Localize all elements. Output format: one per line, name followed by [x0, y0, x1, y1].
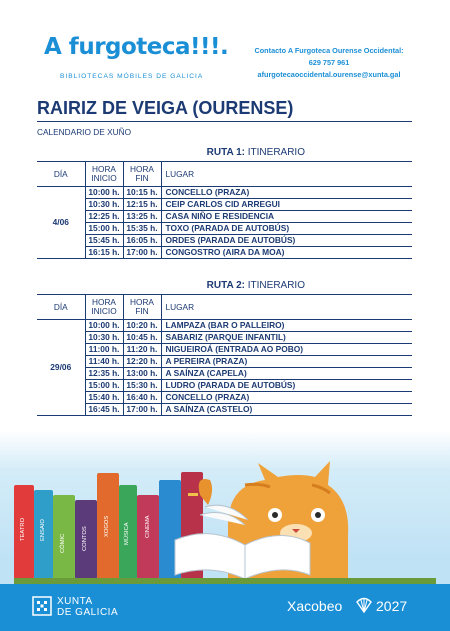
table-row — [37, 187, 412, 199]
route-2-label: RUTA 2: — [206, 280, 245, 291]
table-row — [37, 404, 412, 416]
table-row — [37, 332, 412, 344]
logo-subtitle: BIBLIOTECAS MÓBILES DE GALICIA — [60, 73, 204, 80]
start-time: 15:00 h. — [85, 380, 123, 392]
xacobeo-logo-text: Xacobeo — [287, 598, 343, 614]
end-time: 16:40 h. — [123, 392, 161, 404]
contact-block — [234, 45, 424, 81]
table-row — [37, 199, 412, 211]
place-name: A SAÍNZA (CAPELA) — [161, 368, 412, 380]
table-row — [37, 356, 412, 368]
end-time: 15:30 h. — [123, 380, 161, 392]
table-row — [37, 368, 412, 380]
table-row — [37, 247, 412, 259]
start-time: 16:45 h. — [85, 404, 123, 416]
book-label-xogos: XOGOS — [104, 515, 110, 537]
end-time: 13:00 h. — [123, 368, 161, 380]
books-cat-illustration — [0, 445, 450, 585]
col-start-header: HORA INICIO — [85, 295, 123, 320]
route-1-label: RUTA 1: — [206, 147, 245, 158]
start-time: 15:45 h. — [85, 235, 123, 247]
table-row — [37, 223, 412, 235]
title-divider — [37, 121, 412, 122]
route-1-label-rest: ITINERARIO — [244, 147, 305, 158]
contact-title: Contacto A Furgoteca Ourense Occidental: — [254, 46, 404, 55]
start-time: 16:15 h. — [85, 247, 123, 259]
place-name: TOXO (PARADA DE AUTOBÚS) — [161, 223, 412, 235]
book-label-teatro: TEATRO — [20, 517, 26, 541]
start-time: 11:00 h. — [85, 344, 123, 356]
end-time: 15:35 h. — [123, 223, 161, 235]
xacobeo-year: 2027 — [376, 598, 408, 614]
col-start-header: HORA INICIO — [85, 162, 123, 187]
place-name: A SAÍNZA (CASTELO) — [161, 404, 412, 416]
table-header-row — [37, 295, 412, 320]
start-time: 12:35 h. — [85, 368, 123, 380]
col-place-header: LUGAR — [161, 162, 412, 187]
route-2-label-rest: ITINERARIO — [244, 280, 305, 291]
col-end-header: HORA FIN — [123, 162, 161, 187]
open-book-left — [175, 534, 245, 579]
cat-pupil — [272, 512, 278, 518]
xunta-shield-icon — [32, 596, 52, 616]
end-time: 16:05 h. — [123, 235, 161, 247]
route-2-title — [37, 280, 412, 291]
contact-email: afurgotecaoccidental.ourense@xunta.gal — [257, 70, 401, 79]
col-end-header: HORA FIN — [123, 295, 161, 320]
table-header-row — [37, 162, 412, 187]
xunta-logo-text — [57, 596, 118, 618]
book-label-ensaio: ENSAIO — [40, 519, 46, 541]
start-time: 11:40 h. — [85, 356, 123, 368]
place-name: ORDES (PARADA DE AUTOBÚS) — [161, 235, 412, 247]
book-label-music: MÚSICA — [124, 522, 130, 545]
route-1-title — [37, 147, 412, 158]
place-name: CASA NIÑO E RESIDENCIA — [161, 211, 412, 223]
place-name: LUDRO (PARADA DE AUTOBÚS) — [161, 380, 412, 392]
route-day: 29/06 — [37, 320, 85, 416]
route-1-table — [37, 161, 412, 259]
book-label-comic: CÓMIC — [60, 533, 66, 553]
col-day-header: DÍA — [37, 295, 85, 320]
route-2-table — [37, 294, 412, 416]
end-time: 12:15 h. — [123, 199, 161, 211]
table-row — [37, 320, 412, 332]
book-label-cinema: CINEMA — [145, 515, 151, 538]
page-subtitle: CALENDARIO DE XUÑO — [37, 127, 132, 137]
table-row — [37, 211, 412, 223]
start-time: 15:00 h. — [85, 223, 123, 235]
start-time: 12:25 h. — [85, 211, 123, 223]
table-row — [37, 392, 412, 404]
contact-phone: 629 757 961 — [308, 58, 350, 67]
col-place-header: LUGAR — [161, 295, 412, 320]
place-name: LAMPAZA (BAR O PALLEIRO) — [161, 320, 412, 332]
place-name: CONGOSTRO (AIRA DA MOA) — [161, 247, 412, 259]
cat-pupil — [315, 512, 321, 518]
end-time: 13:25 h. — [123, 211, 161, 223]
xunta-line-2: DE GALICIA — [57, 607, 119, 618]
furgoteca-logo: A furgoteca!!!. — [44, 34, 229, 60]
route-day: 4/06 — [37, 187, 85, 259]
xunta-line-1: XUNTA — [57, 596, 93, 607]
book-band — [188, 493, 198, 496]
table-row — [37, 235, 412, 247]
start-time: 15:40 h. — [85, 392, 123, 404]
table-row — [37, 380, 412, 392]
end-time: 12:20 h. — [123, 356, 161, 368]
start-time: 10:00 h. — [85, 320, 123, 332]
place-name: CEIP CARLOS CID ARREGUI — [161, 199, 412, 211]
end-time: 11:20 h. — [123, 344, 161, 356]
table-row — [37, 344, 412, 356]
col-day-header: DÍA — [37, 162, 85, 187]
xacobeo-shell-icon — [355, 596, 373, 614]
start-time: 10:00 h. — [85, 187, 123, 199]
end-time: 17:00 h. — [123, 404, 161, 416]
place-name: NIGUEIROÁ (ENTRADA AO POBO) — [161, 344, 412, 356]
book-label-contos: CONTOS — [82, 526, 88, 551]
place-name: A PEREIRA (PRAZA) — [161, 356, 412, 368]
place-name: CONCELLO (PRAZA) — [161, 392, 412, 404]
place-name: SABARIZ (PARQUE INFANTIL) — [161, 332, 412, 344]
start-time: 10:30 h. — [85, 332, 123, 344]
end-time: 10:45 h. — [123, 332, 161, 344]
header — [0, 0, 450, 95]
end-time: 10:15 h. — [123, 187, 161, 199]
place-name: CONCELLO (PRAZA) — [161, 187, 412, 199]
end-time: 17:00 h. — [123, 247, 161, 259]
page-title: RAIRIZ DE VEIGA (OURENSE) — [37, 98, 294, 118]
end-time: 10:20 h. — [123, 320, 161, 332]
start-time: 10:30 h. — [85, 199, 123, 211]
